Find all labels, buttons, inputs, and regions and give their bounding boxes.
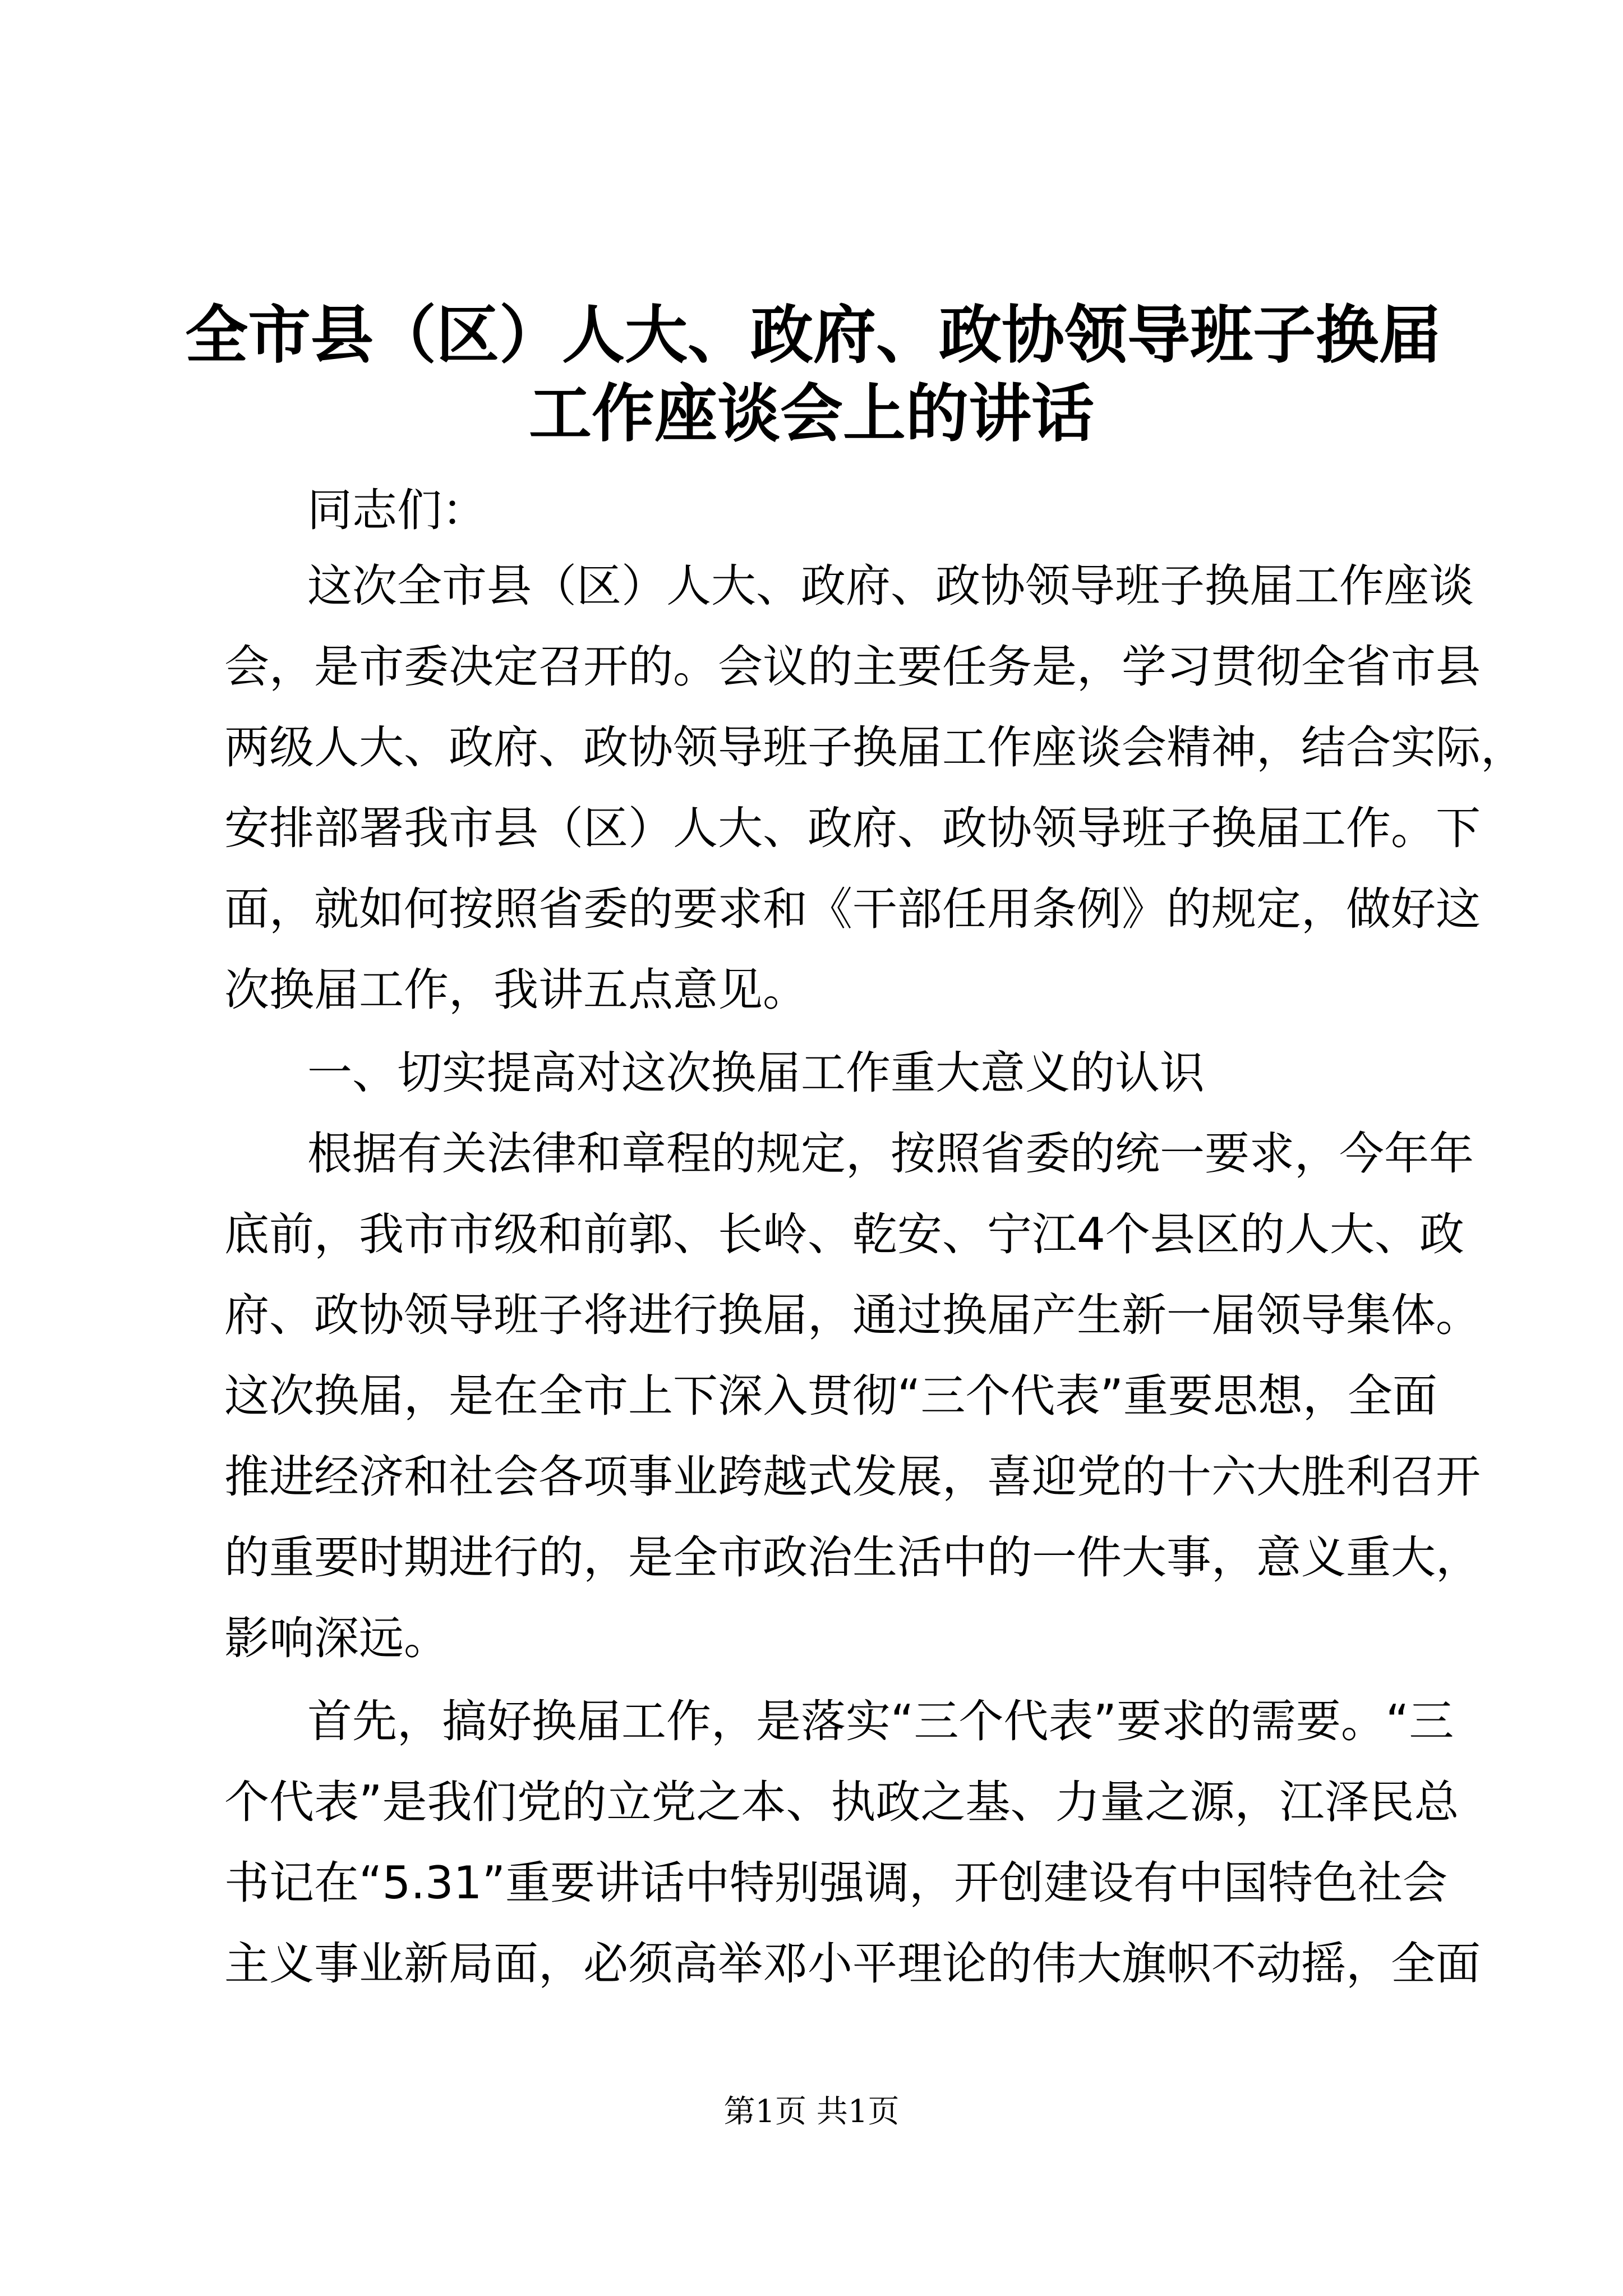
paragraph-line: 两级人大、政府、政协领导班子换届工作座谈会精神，结合实际，: [224, 721, 1525, 774]
paragraph-line: 推进经济和社会各项事业跨越式发展，喜迎党的十六大胜利召开: [224, 1451, 1481, 1503]
salutation: 同志们：: [307, 484, 487, 536]
document-title-line-2: 工作座谈会上的讲话: [529, 377, 1094, 450]
paragraph-line: 的重要时期进行的，是全市政治生活中的一件大事，意义重大，: [224, 1531, 1481, 1584]
paragraph-line: 影响深远。: [224, 1612, 449, 1664]
page-footer: 第1页 共1页: [723, 2093, 900, 2130]
paragraph-line: 安排部署我市县（区）人大、政府、政协领导班子换届工作。下: [224, 802, 1481, 854]
paragraph-line: 面，就如何按照省委的要求和《干部任用条例》的规定，做好这: [224, 883, 1481, 935]
document-title-line-1: 全市县（区）人大、政府、政协领导班子换届: [185, 298, 1441, 372]
paragraph-line: 书记在“5.31”重要讲话中特别强调，开创建设有中国特色社会: [224, 1857, 1448, 1909]
section-heading: 一、切实提高对这次换届工作重大意义的认识: [307, 1047, 1205, 1099]
paragraph-line: 府、政协领导班子将进行换届，通过换届产生新一届领导集体。: [224, 1289, 1481, 1341]
paragraph-line: 会，是市委决定召开的。会议的主要任务是，学习贯彻全省市县: [224, 641, 1481, 693]
paragraph-line: 底前，我市市级和前郭、长岭、乾安、宁江4个县区的人大、政: [224, 1208, 1464, 1260]
paragraph-line: 这次全市县（区）人大、政府、政协领导班子换届工作座谈: [307, 560, 1474, 612]
paragraph-line: 个代表”是我们党的立党之本、执政之基、力量之源，江泽民总: [224, 1776, 1459, 1828]
paragraph-line: 首先，搞好换届工作，是落实“三个代表”要求的需要。“三: [307, 1695, 1454, 1747]
paragraph-line: 根据有关法律和章程的规定，按照省委的统一要求，今年年: [307, 1128, 1474, 1180]
paragraph-line: 这次换届，是在全市上下深入贯彻“三个代表”重要思想，全面: [224, 1370, 1437, 1422]
paragraph-line: 次换届工作，我讲五点意见。: [224, 964, 808, 1016]
paragraph-line: 主义事业新局面，必须高举邓小平理论的伟大旗帜不动摇，全面: [224, 1938, 1481, 1990]
